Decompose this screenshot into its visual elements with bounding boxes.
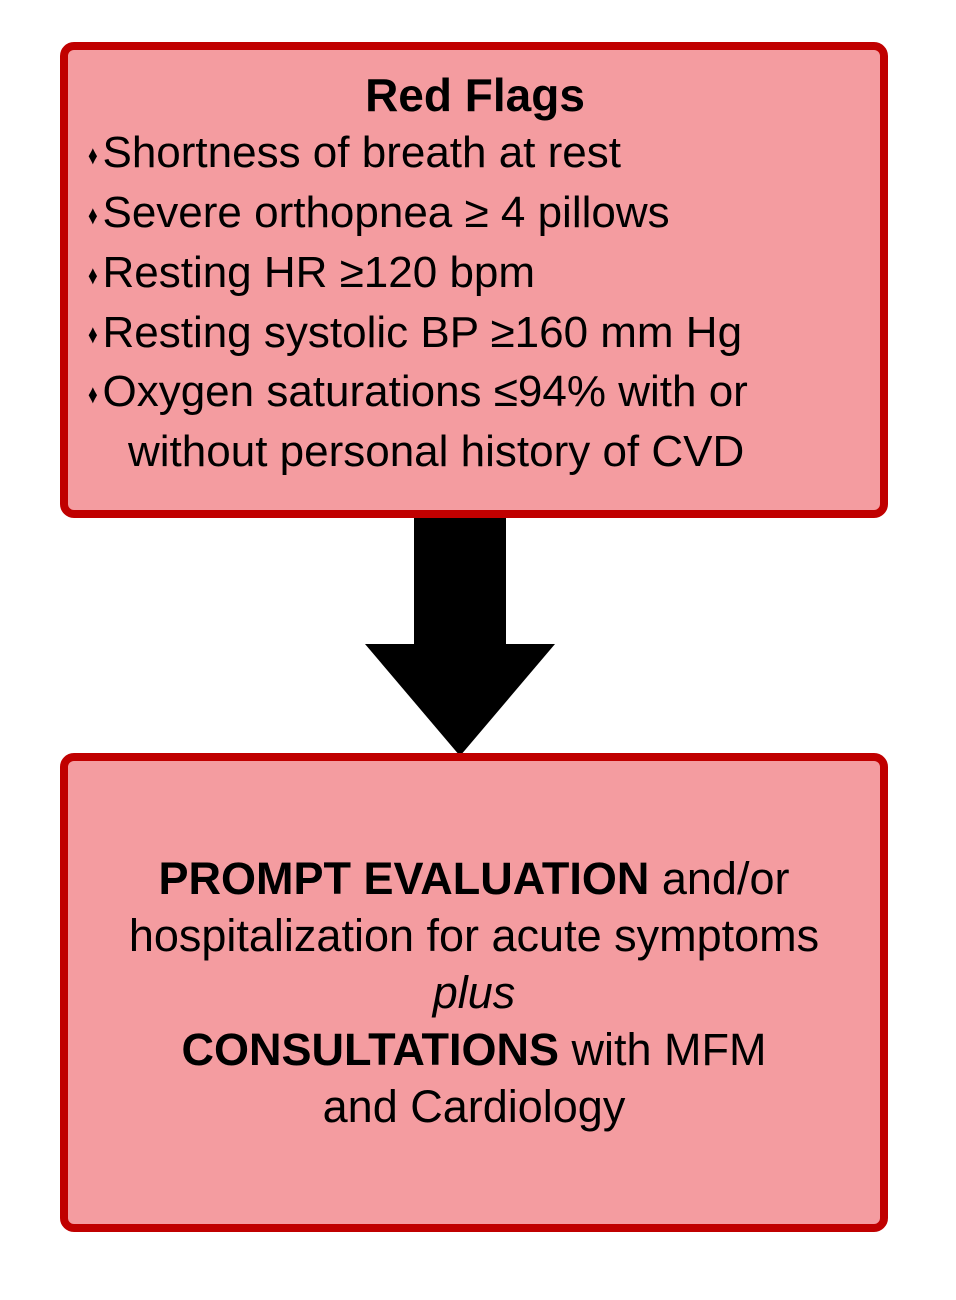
action-line	[82, 1021, 866, 1078]
down-arrow-shape	[365, 518, 555, 756]
action-line-segment: with MFM	[558, 1024, 767, 1075]
red-flags-list	[88, 124, 862, 480]
diamond-bullet-icon: ♦	[88, 379, 98, 410]
bullet-text: Shortness of breath at rest	[102, 128, 621, 177]
action-line	[82, 1078, 866, 1135]
diamond-bullet-icon: ♦	[88, 319, 98, 350]
bullet-text: Resting HR ≥120 bpm	[102, 247, 536, 297]
action-line	[82, 907, 866, 964]
action-text	[82, 850, 866, 1135]
diamond-bullet-icon: ♦	[88, 199, 98, 230]
action-line-segment: plus	[432, 967, 516, 1018]
action-line-segment: hospitalization for acute symptoms	[128, 910, 820, 961]
bullet-text: Oxygen saturations ≤94% with or without personal history of CVD	[102, 367, 748, 477]
bullet-item	[88, 244, 862, 304]
action-line	[82, 964, 866, 1021]
diamond-bullet-icon: ♦	[88, 259, 98, 290]
down-arrow-icon	[365, 518, 555, 756]
action-line-segment: PROMPT EVALUATION	[158, 853, 650, 904]
action-line-segment: and/or	[649, 853, 790, 904]
action-line-segment: and Cardiology	[322, 1081, 626, 1132]
bullet-text: Severe orthopnea ≥ 4 pillows	[102, 187, 670, 237]
bullet-item	[88, 184, 862, 244]
action-box	[60, 753, 888, 1232]
bullet-item	[88, 363, 862, 480]
diamond-bullet-icon: ♦	[88, 139, 98, 170]
action-line-segment: CONSULTATIONS	[181, 1024, 559, 1075]
bullet-item	[88, 124, 862, 184]
red-flags-box	[60, 42, 888, 518]
bullet-item	[88, 304, 862, 364]
action-line	[82, 850, 866, 907]
bullet-text: Resting systolic BP ≥160 mm Hg	[102, 307, 743, 357]
red-flags-title: Red Flags	[365, 69, 585, 121]
